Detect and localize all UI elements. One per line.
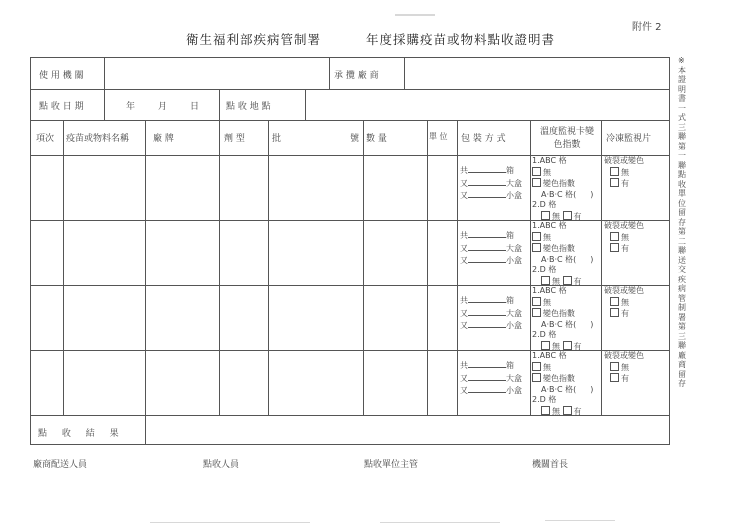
checkbox-none[interactable] [532,362,541,371]
paren-close: ) [590,384,594,394]
col-temp-monitor: 溫度監視卡變色指數 [539,127,594,150]
fill-blank-line[interactable] [468,359,506,368]
checkbox-none[interactable] [532,297,541,306]
freeze-yes-label: 有 [621,374,629,383]
temp-d-none-label: 無 [552,276,560,286]
date-year-label: 年 [126,102,136,112]
freeze-monitor-cell [604,221,644,255]
temp-d-yes-label: 有 [573,406,582,416]
checkbox-d-none[interactable] [541,341,550,350]
date-month-label: 月 [158,102,168,112]
freeze-monitor-cell [604,351,644,385]
freeze-none-label: 無 [621,362,629,372]
checkbox-d-none[interactable] [541,406,550,415]
temp-monitor-cell [532,156,593,222]
pack-again: 又 [460,243,468,253]
pack-small-unit: 小盒 [506,321,522,330]
fill-blank-line[interactable] [468,164,506,173]
temp-d-label: 2.D 格 [532,200,557,209]
freeze-yes-label: 有 [621,179,629,188]
pack-small-unit: 小盒 [506,191,522,200]
temp-d-yes-label: 有 [573,341,582,351]
col-brand: 廠 牌 [153,134,174,144]
checkbox-freeze-none[interactable] [610,297,619,306]
paren-close: ) [590,254,594,264]
col-number: 號 [350,134,360,144]
temp-d-label: 2.D 格 [532,265,557,274]
temp-abc-options: A·B·C 格( [541,319,577,329]
freeze-label: 破裂或變色 [604,286,644,295]
checkbox-changed[interactable] [532,373,541,382]
temp-none-label: 無 [543,167,551,177]
checkbox-d-none[interactable] [541,211,550,220]
freeze-label: 破裂或變色 [604,351,644,360]
pack-total: 共 [460,231,468,240]
temp-abc-label: 1.ABC 格 [532,351,567,360]
fill-blank-line[interactable] [468,372,506,381]
temp-d-yes-label: 有 [573,276,582,286]
signature-checker: 點收人員 [203,460,240,470]
header-title-certificate: 年度採購疫苗或物料點收證明書 [366,32,556,47]
fill-blank-line[interactable] [468,384,506,393]
fill-blank-line[interactable] [468,294,506,303]
freeze-monitor-cell [604,156,644,190]
temp-d-none-label: 無 [552,211,560,221]
pack-box-unit: 箱 [506,296,514,305]
temp-abc-options: A·B·C 格( [541,254,577,264]
pack-again: 又 [460,373,468,383]
pack-again: 又 [460,308,468,318]
freeze-label: 破裂或變色 [604,221,644,230]
temp-changed-label: 變色指數 [543,309,575,318]
contractor-label: 承 攬 廠 商 [334,71,379,81]
temp-changed-label: 變色指數 [543,244,575,253]
temp-abc-label: 1.ABC 格 [532,156,567,165]
freeze-none-label: 無 [621,167,629,177]
col-packaging: 包 裝 方 式 [461,134,506,144]
col-item-no: 項次 [36,134,55,144]
checkbox-freeze-yes[interactable] [610,308,619,317]
temp-changed-label: 變色指數 [543,374,575,383]
temp-d-label: 2.D 格 [532,395,557,404]
checkbox-none[interactable] [532,167,541,176]
temp-none-label: 無 [543,232,551,242]
pack-again: 又 [460,191,468,200]
temp-abc-label: 1.ABC 格 [532,221,567,230]
fill-blank-line[interactable] [468,189,506,198]
temp-monitor-cell [532,221,593,287]
temp-abc-options: A·B·C 格( [541,384,577,394]
col-vaccine-name: 疫苗或物料名稱 [66,134,130,144]
checkbox-d-yes[interactable] [563,406,572,415]
col-batch: 批 [272,134,282,144]
checkbox-changed[interactable] [532,308,541,317]
freeze-label: 破裂或變色 [604,156,644,165]
col-unit: 單 位 [429,132,448,141]
checkbox-freeze-yes[interactable] [610,373,619,382]
freeze-none-label: 無 [621,297,629,307]
col-quantity: 數 量 [366,134,387,144]
signature-delivery-staff: 廠商配送人員 [33,460,88,470]
temp-changed-label: 變色指數 [543,179,575,188]
packaging-cell [460,164,522,202]
temp-abc-options: A·B·C 格( [541,189,577,199]
packaging-cell [460,229,522,267]
checkbox-d-yes[interactable] [563,276,572,285]
temp-abc-label: 1.ABC 格 [532,286,567,295]
header-title-agency: 衛生福利部疾病管制署 [186,32,322,47]
pack-box-unit: 箱 [506,166,514,175]
pack-box-unit: 箱 [506,361,514,370]
checkbox-changed[interactable] [532,243,541,252]
fill-blank-line[interactable] [468,229,506,238]
checkbox-none[interactable] [532,232,541,241]
checkbox-d-yes[interactable] [563,341,572,350]
checkbox-d-yes[interactable] [563,211,572,220]
freeze-none-label: 無 [621,232,629,242]
pack-again: 又 [460,178,468,188]
pack-big-unit: 大盒 [506,373,522,383]
pack-total: 共 [460,361,468,370]
fill-blank-line[interactable] [468,307,506,316]
pack-again: 又 [460,321,468,330]
pack-box-unit: 箱 [506,231,514,240]
signature-supervisor: 點收單位主管 [364,460,419,470]
using-agency-label: 使 用 機 關 [39,71,84,81]
checkbox-freeze-none[interactable] [610,167,619,176]
checkbox-d-none[interactable] [541,276,550,285]
col-dosage-form: 劑 型 [224,134,245,144]
fill-blank-line[interactable] [468,319,506,328]
temp-monitor-cell [532,286,593,352]
pack-again: 又 [460,386,468,395]
pack-big-unit: 大盒 [506,178,522,188]
pack-again: 又 [460,256,468,265]
pack-small-unit: 小盒 [506,256,522,265]
temp-d-yes-label: 有 [573,211,582,221]
checkbox-freeze-yes[interactable] [610,243,619,252]
attachment-label: 附件 2 [632,22,662,33]
temp-monitor-cell [532,351,593,417]
fill-blank-line[interactable] [468,177,506,186]
fill-blank-line[interactable] [468,254,506,263]
checkbox-freeze-yes[interactable] [610,178,619,187]
temp-d-none-label: 無 [552,406,560,416]
temp-none-label: 無 [543,297,551,307]
temp-d-label: 2.D 格 [532,330,557,339]
signature-agency-head: 機關首長 [532,460,569,470]
pack-big-unit: 大盒 [506,243,522,253]
date-day-label: 日 [190,102,200,112]
check-location-label: 點 收 地 點 [226,102,271,112]
packaging-cell [460,359,522,397]
check-date-label: 點 收 日 期 [39,102,84,112]
pack-small-unit: 小盒 [506,386,522,395]
freeze-yes-label: 有 [621,309,629,318]
freeze-yes-label: 有 [621,244,629,253]
freeze-monitor-cell [604,286,644,320]
temp-none-label: 無 [543,362,551,372]
side-note: ※本證明書一式三聯 第一聯點收單位留存 第二聯送交疾病管制署 第三聯廠商留存 [678,56,686,388]
packaging-cell [460,294,522,332]
checkbox-freeze-none[interactable] [610,362,619,371]
paren-close: ) [590,319,594,329]
pack-big-unit: 大盒 [506,308,522,318]
checkbox-changed[interactable] [532,178,541,187]
col-freeze-monitor: 冷凍監視片 [606,134,652,144]
pack-total: 共 [460,166,468,175]
fill-blank-line[interactable] [468,242,506,251]
paren-close: ) [590,189,594,199]
pack-total: 共 [460,296,468,305]
checkbox-freeze-none[interactable] [610,232,619,241]
temp-d-none-label: 無 [552,341,560,351]
check-result-label: 點 收 結 果 [38,429,125,439]
